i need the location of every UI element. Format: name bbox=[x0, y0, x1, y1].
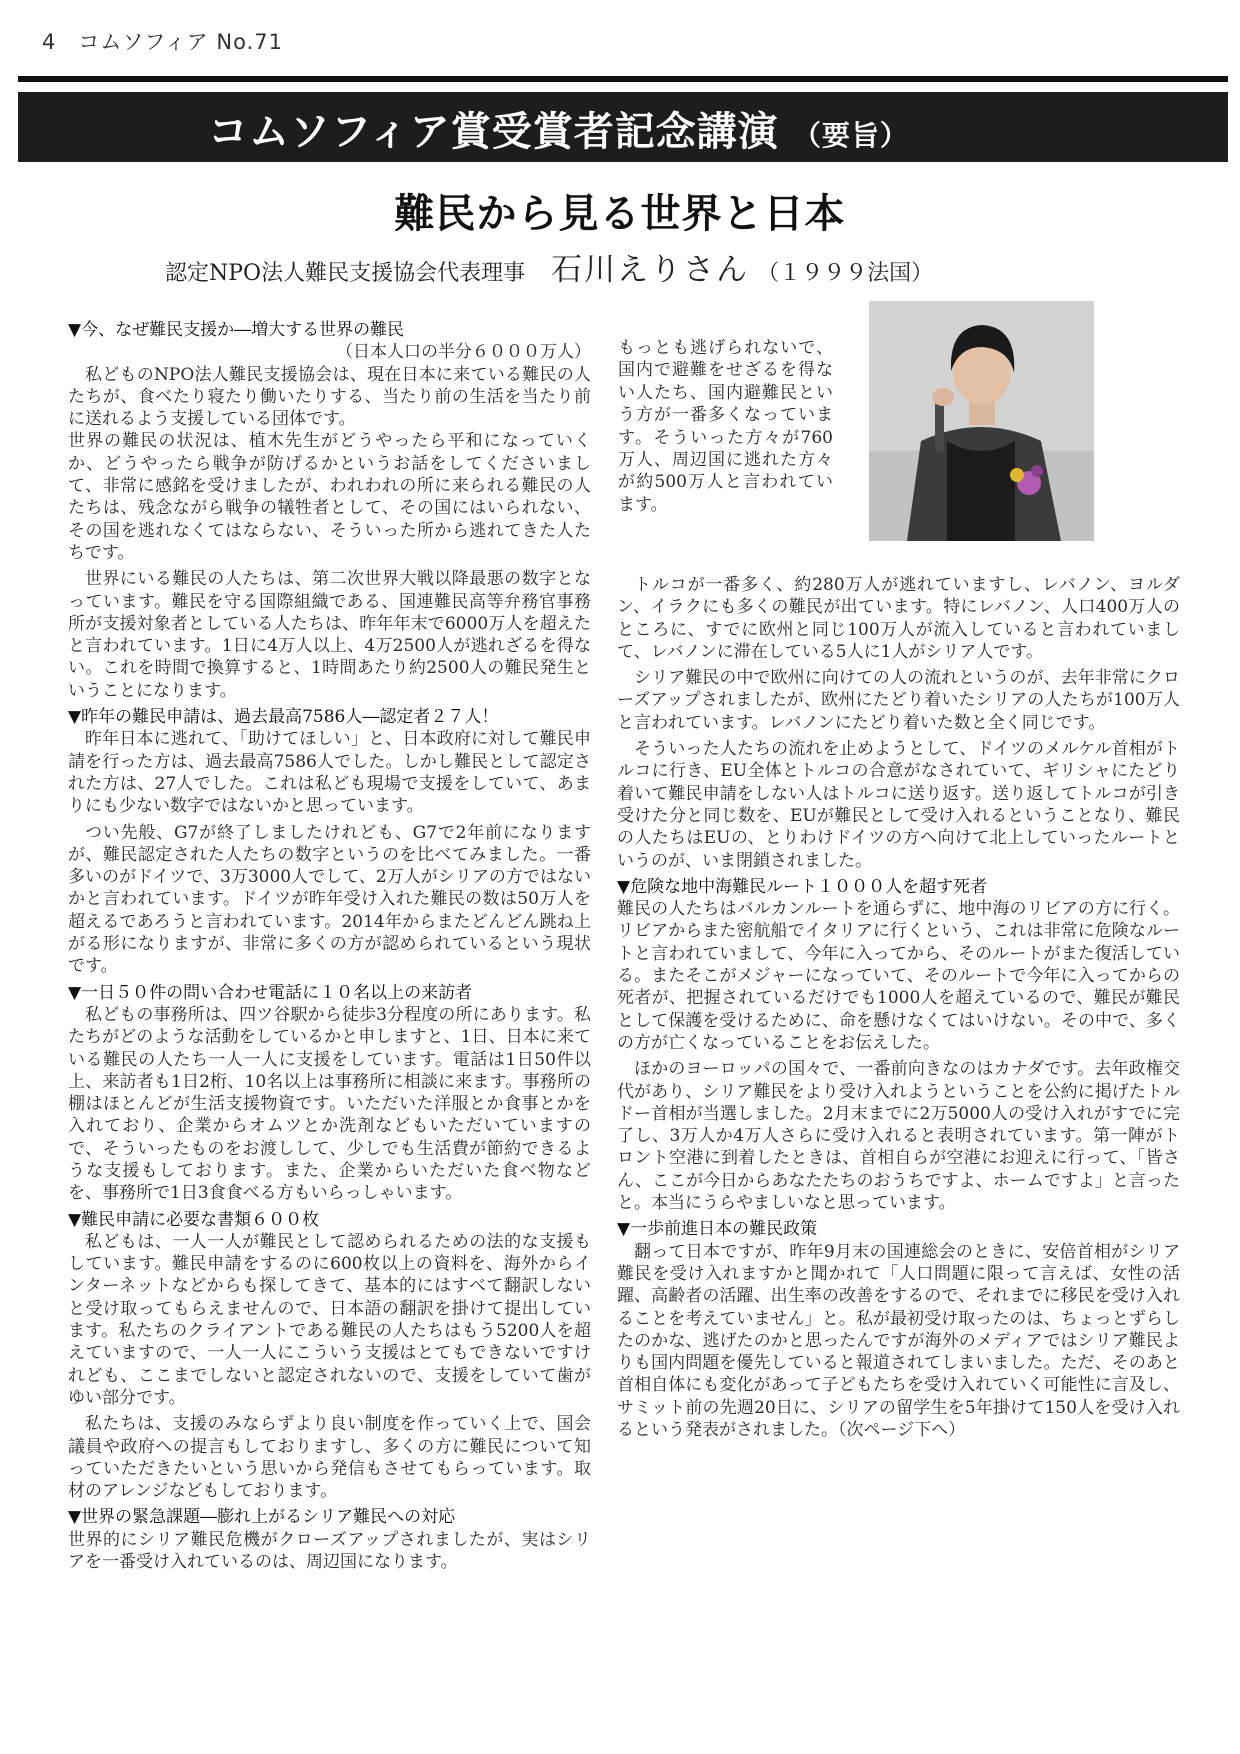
paragraph: 難民の人たちはバルカンルートを通らずに、地中海のリビアの方に行く。リビアからまた密航船でイタリアに行くという、これは非常に危険なルートと言われていまして、今年に入ってから、そのルートがまた復活している。またそこがメジャーになっていて、そのルートで今年に入ってからの死者が、把握されているだけでも1000人を超えているので、難民が難民として保護を受けるために、命を懸けなくてはいけない。その中で、多くの方が亡くなっていることをお伝えした。 bbox=[617, 899, 1180, 1053]
article-title: 難民から見る世界と日本 bbox=[394, 191, 846, 237]
paragraph: 世界にいる難民の人たちは、第二次世界大戦以降最悪の数字となっています。難民を守る国際組織である、国連難民高等弁務官事務所が支援対象者としている人たちは、昨年年末で6000万人を超えたと言われています。1日に4万人以上、4万2500人が逃れざるを得ない。これを時間で換算すると、1時間あたり約2500人の難民発生ということになります。 bbox=[68, 569, 591, 701]
paragraph: 世界の難民の状況は、植木先生がどうやったら平和になっていくか、どうやったら戦争が防げるかというお話をしてくださいまして、非常に感銘を受けましたが、われわれの所に来られる難民の人たちは、残念ながら戦争の犠牲者として、その国にはいられない、その国を逃れなくてはならない、そういった所から逃れてきた人たちです。 bbox=[68, 431, 591, 563]
section-heading: ▼難民申請に必要な書類６００枚 bbox=[68, 1209, 320, 1230]
speaker-photo bbox=[869, 301, 1094, 541]
paragraph: ほかのヨーロッパの国々で、一番前向きなのはカナダです。去年政権交代があり、シリア難民をより受け入れようということを公約に掲げたトルドー首相が当選しました。2月末までに2万5000人の受け入れがすでに完了し、3万人か4万人さらに受け入れると表明されています。第一陣がトロント空港に到着したときは、首相自らが空港にお迎えに行って、「皆さん、ここが今日からあなたたちのおうちですよ、ホームですよ」と言ったと。本当にうらやましいなと思っています。 bbox=[617, 1059, 1180, 1214]
paragraph: シリア難民の中で欧州に向けての人の流れというのが、去年非常にクローズアップされましたが、欧州にたどり着いたシリアの人たちが100万人と言われています。レバノンにたどり着いた数と全く同じです。 bbox=[617, 668, 1180, 733]
speaker-year: （１９９９法国） bbox=[757, 261, 934, 286]
paragraph: もっとも逃げられないで、国内で避難をせざるを得ない人たち、国内避難民という方が一番多くなっています。そういった方々が760万人、周辺国に逃れた方々が約500万人と言われています。 bbox=[618, 338, 833, 515]
section-subheading: （日本人口の半分６０００万人） bbox=[336, 342, 591, 363]
column-right bbox=[617, 574, 1180, 1441]
banner-title: コムソフィア賞受賞者記念講演 （要旨） bbox=[208, 109, 909, 155]
paragraph: 私どものNPO法人難民支援協会は、現在日本に来ている難民の人たちが、食べたり寝たり働いたりする、当たり前の生活を当たり前に送れるよう支援している団体です。 bbox=[68, 364, 591, 430]
paragraph: 私どもの事務所は、四ツ谷駅から徒歩3分程度の所にあります。私たちがどのような活動をしているかと申しますと、1日、日本に来ている難民の人たち一人一人に支援をしています。電話は1日50件以上、来訪者も1日2桁、10名以上は事務所に相談に来ます。事務所の棚はほとんどが生活支援物資です。いただいた洋服とか食事とかを入れており、企業からオムツとか洗剤などもいただいていますので、そういったものをお渡しして、少しでも生活費が節約できるような支援もしております。また、企業からいただいた食べ物などを、事務所で1日3食食べる方もいらっしゃいます。 bbox=[68, 1004, 591, 1204]
header-rule bbox=[18, 76, 1228, 82]
banner-subtitle: （要旨） bbox=[792, 119, 909, 152]
paragraph: つい先般、G7が終了しましたけれども、G7で2年前になりますが、難民認定された人たちの数字というのを比べてみました。一番多いのがドイツで、3万3000人でして、2万人がシリアの方ではないかと言われています。ドイツが昨年受け入れた難民の数は50万人を超えるであろうと言われています。2014年からまたどんどん跳ね上がる形になりますが、非常に多くの方が認められているという現状です。 bbox=[68, 822, 591, 977]
section-heading: ▼昨年の難民申請は、過去最高7586人―認定者２７人！ bbox=[68, 707, 499, 728]
speaker-org: 認定NPO法人難民支援協会代表理事 bbox=[165, 261, 526, 286]
continued-note: （次ページ下へ） bbox=[838, 1419, 966, 1440]
paragraph: 私どもは、一人一人が難民として認められるための法的な支援もしています。難民申請をするのに600枚以上の資料を、海外からインターネットなどからも探してきて、基本的にはすべて翻訳しないと受け取ってもらえませんので、日本語の翻訳を掛けて提出しています。私たちのクライアントである難民の人たちはもう5200人を超えていますので、一人一人にこういう支援はとてもできないですけれども、ここまでしないと認定されないので、支援をしていて歯がゆい部分です。 bbox=[68, 1231, 591, 1408]
section-heading: ▼世界の緊急課題―膨れ上がるシリア難民への対応 bbox=[68, 1507, 456, 1528]
section-heading: ▼今、なぜ難民支援か―増大する世界の難民 bbox=[68, 320, 405, 340]
byline bbox=[165, 244, 933, 289]
title-banner bbox=[18, 92, 1228, 162]
section-heading: ▼危険な地中海難民ルート１０００人を超す死者 bbox=[617, 876, 988, 897]
section-heading: ▼一歩前進日本の難民政策 bbox=[617, 1219, 818, 1240]
speaker-photo-illustration bbox=[869, 301, 1094, 541]
paragraph: そういった人たちの流れを止めようとして、ドイツのメルケル首相がトルコに行き、EU全体とトルコの合意がなされていて、ギリシャにたどり着いて難民申請をしない人はトルコに送り返す。送り返してトルコが引き受けた分と同じ数を、EUが難民として受け入れるということなり、難民の人たちはEUの、とりわけドイツの方へ向けて北上していったルートというのが、いま閉鎖されました。 bbox=[617, 739, 1180, 871]
paragraph: 翻って日本ですが、昨年9月末の国連総会のときに、安倍首相がシリア難民を受け入れますかと聞かれて「人口問題に限って言えば、女性の活躍、高齢者の活躍、出生率の改善をするので、それまでに移民を受け入れることを考えていません」と。私が最初受け取ったのは、ちょっとずらしたのかな、逃げたのかと思ったんですが海外のメディアではシリア難民よりも国内問題を優先していると報道されてしまいました。ただ、そのあと首相自体にも変化があって子どもたちを受け入れていく可能性に言及し、サミット前の先週20日に、シリアの留学生を5年掛けて150人を受け入れるという発表がされました。（次ページ下へ） bbox=[617, 1241, 1180, 1440]
photo-side-text bbox=[618, 337, 833, 516]
paragraph: トルコが一番多く、約280万人が逃れていますし、レバノン、ヨルダン、イラクにも多くの難民が出ています。特にレバノン、人口400万人のところに、すでに欧州と同じ100万人が流入していると言われていまして、レバノンに滞在している5人に1人がシリア人です。 bbox=[617, 575, 1180, 662]
paragraph: 世界的にシリア難民危機がクローズアップされましたが、実はシリアを一番受け入れているのは、周辺国になります。 bbox=[68, 1529, 591, 1573]
column-left bbox=[68, 315, 591, 1573]
paragraph: 私たちは、支援のみならずより良い制度を作っていく上で、国会議員や政府への提言もしておりますし、多くの方に難民について知っていただきたいという思いから発信もさせてもらっています。取材のアレンジなどもしております。 bbox=[68, 1414, 591, 1502]
speaker-name: 石川えりさん bbox=[551, 252, 750, 288]
page-header: 4 コムソフィア No.71 bbox=[42, 30, 283, 54]
paragraph: 昨年日本に逃れて、「助けてほしい」と、日本政府に対して難民申請を行った方は、過去最高7586人でした。しかし難民として認定された方は、27人でした。これは私ども現場で支援をしていて、あまりにも少ない数字ではないかと思っています。 bbox=[68, 729, 591, 817]
section-heading: ▼一日５０件の問い合わせ電話に１０名以上の来訪者 bbox=[68, 982, 473, 1003]
